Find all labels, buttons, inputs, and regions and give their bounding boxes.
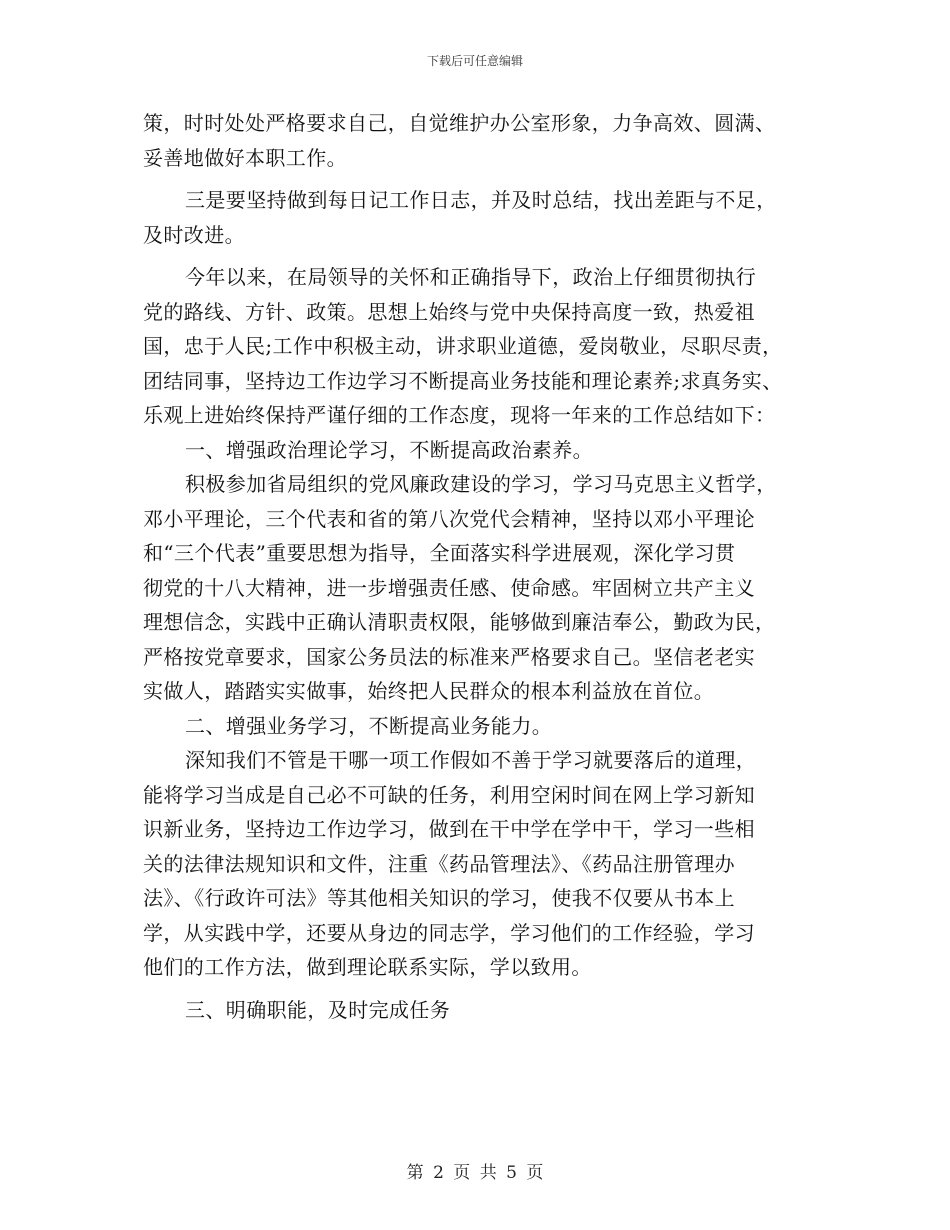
text-line: 彻党的十八大精神，进一步增强责任感、使命感。牢固树立共产主义 [143, 575, 755, 600]
text-line: 党的路线、方针、政策。思想上始终与党中央保持高度一致，热爱祖 [143, 299, 755, 324]
text-line: 他们的工作方法，做到理论联系实际，学以致用。 [143, 955, 592, 979]
text-line: 策，时时处处严格要求自己，自觉维护办公室形象，力争高效、圆满、 [143, 111, 776, 135]
text-line: 实做人，踏踏实实做事，始终把人民群众的根本利益放在首位。 [143, 679, 715, 703]
text-line: 今年以来，在局领导的关怀和正确指导下，政治上仔细贯彻执行 [185, 265, 757, 289]
document-body [143, 106, 808, 1027]
text-line: 识新业务，坚持边工作边学习，做到在干中学在学中干，学习一些相 [143, 817, 755, 841]
text-line: 一、增强政治理论学习，不断提高政治素养。 [185, 437, 593, 462]
text-line: 乐观上进始终保持严谨仔细的工作态度，现将一年来的工作总结如下： [143, 403, 776, 427]
text-line: 理想信念，实践中正确认清职责权限，能够做到廉洁奉公，勤政为民， [143, 610, 776, 634]
page-header: 下载后可任意编辑 [426, 54, 523, 68]
text-line: 和“三个代表”重要思想为指导，全面落实科学进展观，深化学习贯 [143, 541, 736, 565]
text-line: 积极参加省局组织的党风廉政建设的学习，学习马克思主义哲学， [185, 472, 777, 496]
text-line: 国，忠于人民;工作中积极主动，讲求职业道德，爱岗敬业，尽职尽责， [143, 334, 783, 358]
text-line: 邓小平理论，三个代表和省的第八次党代会精神，坚持以邓小平理论 [143, 506, 755, 531]
text-line: 能将学习当成是自己必不可缺的任务，利用空闲时间在网上学习新知 [143, 782, 755, 807]
text-line: 深知我们不管是干哪一项工作假如不善于学习就要落后的道理， [185, 748, 757, 772]
text-line: 严格按党章要求，国家公务员法的标准来严格要求自己。坚信老老实 [143, 644, 755, 669]
text-line: 二、增强业务学习，不断提高业务能力。 [185, 713, 553, 738]
text-line: 学，从实践中学，还要从身边的同志学，学习他们的工作经验，学习 [143, 920, 755, 945]
text-line: 三是要坚持做到每日记工作日志，并及时总结，找出差距与不足， [185, 188, 777, 212]
text-line: 法》、《行政许可法》等其他相关知识的学习，使我不仅要从书本上 [143, 886, 735, 910]
text-line: 关的法律法规知识和文件，注重《药品管理法》、《药品注册管理办 [143, 851, 735, 876]
text-line: 及时改进。 [143, 222, 245, 247]
text-line: 三、明确职能，及时完成任务 [185, 997, 451, 1022]
text-line: 团结同事，坚持边工作边学习不断提高业务技能和理论素养;求真务实、 [143, 368, 783, 393]
text-line: 妥善地做好本职工作。 [143, 145, 347, 170]
page-number-footer: 第 2 页 共 5 页 [406, 1163, 544, 1183]
